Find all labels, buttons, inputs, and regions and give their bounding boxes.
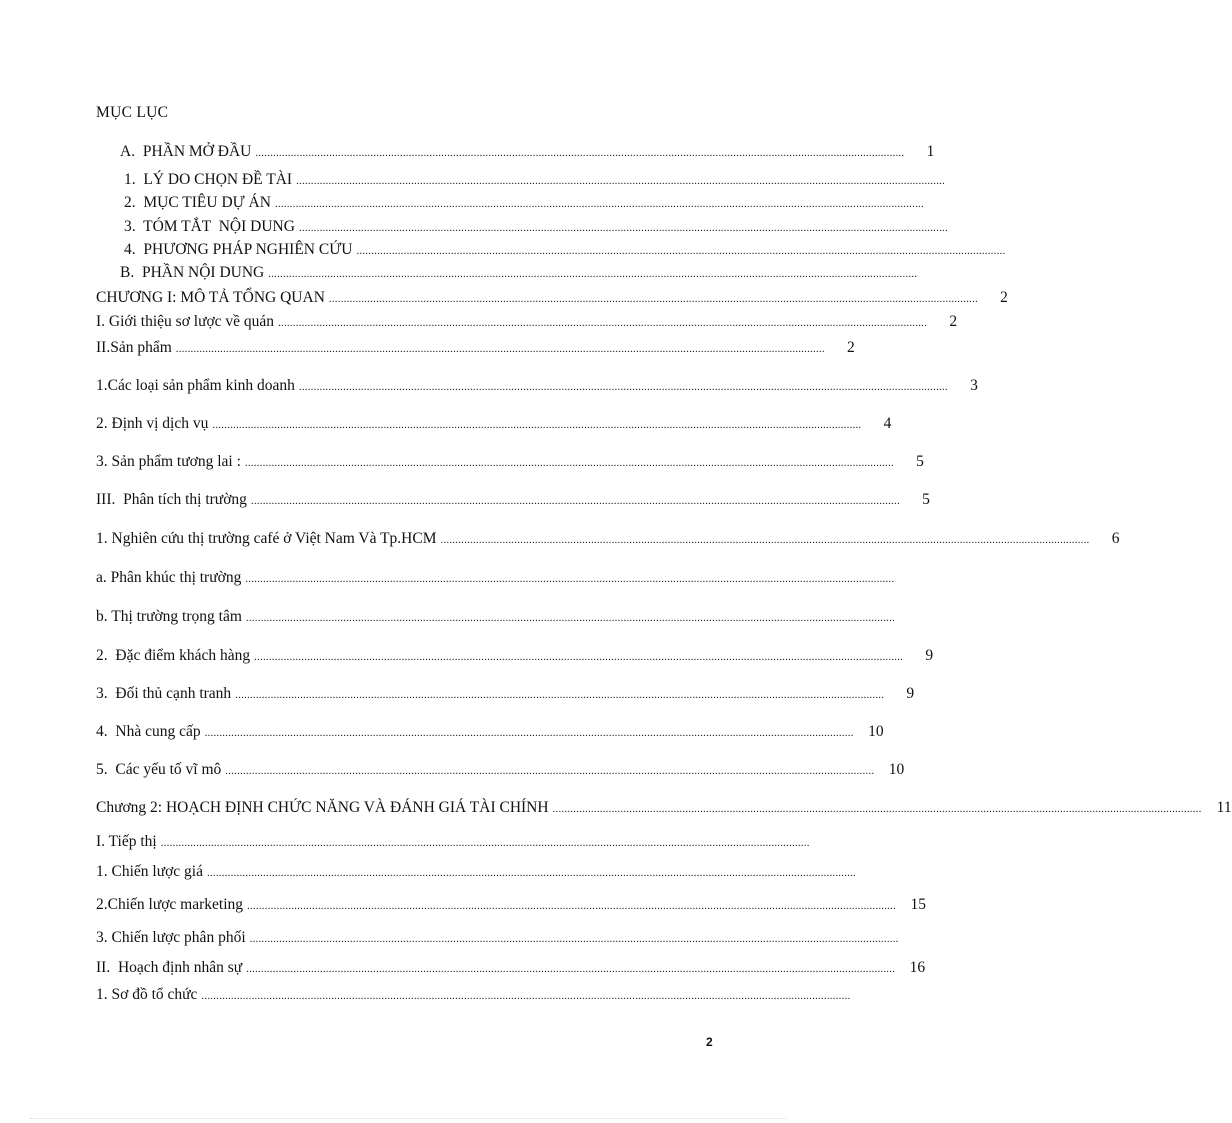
toc-entry-leader: ............................................................................................................................................................................................................................ bbox=[207, 867, 856, 879]
toc-entry-label: 5. Các yếu tố vĩ mô bbox=[96, 761, 222, 778]
toc-entry-label: 4. PHƯƠNG PHÁP NGHIÊN CỨU bbox=[124, 241, 353, 258]
toc-entry-page: 5 bbox=[916, 453, 924, 470]
toc-entry-leader: ............................................................................................................................................................................................................................ bbox=[212, 419, 862, 431]
toc-entry bbox=[96, 338, 855, 358]
toc-entry-label: 1. Chiến lược giá bbox=[96, 863, 203, 880]
toc-entry-page: 11 bbox=[1216, 799, 1232, 816]
toc-entry bbox=[96, 452, 924, 472]
toc-entry bbox=[96, 288, 1008, 308]
toc-entry-label: 2. MỤC TIÊU DỰ ÁN bbox=[124, 194, 271, 211]
toc-entry-label: 2. Định vị dịch vụ bbox=[96, 415, 209, 432]
toc-entry-page: 16 bbox=[909, 959, 926, 976]
toc-entry-page: 2 bbox=[847, 339, 855, 356]
toc-entry-leader: ............................................................................................................................................................................................................................ bbox=[298, 222, 948, 234]
toc-entry-label: 3. Sản phẩm tương lai : bbox=[96, 453, 241, 470]
toc-entry-leader: ............................................................................................................................................................................................................................ bbox=[249, 933, 899, 945]
toc-entry-leader: ............................................................................................................................................................................................................................ bbox=[244, 457, 894, 469]
toc-entry-label: II.Sản phẩm bbox=[96, 339, 172, 356]
toc-entry-leader: ............................................................................................................................................................................................................................ bbox=[552, 803, 1202, 815]
toc-entry-leader: ............................................................................................................................................................................................................................ bbox=[247, 900, 897, 912]
toc-entry-label: I. Giới thiệu sơ lược về quán bbox=[96, 313, 275, 330]
toc-entry bbox=[96, 862, 856, 882]
toc-entry-leader: ............................................................................................................................................................................................................................ bbox=[245, 612, 895, 624]
toc-entry bbox=[96, 798, 1232, 818]
toc-entry-leader: ............................................................................................................................................................................................................................ bbox=[175, 343, 825, 355]
toc-entry-label: 1. LÝ DO CHỌN ĐỀ TÀI bbox=[124, 171, 293, 188]
toc-entry bbox=[96, 928, 899, 948]
toc-entry bbox=[96, 684, 915, 704]
toc-entry-leader: ............................................................................................................................................................................................................................ bbox=[328, 293, 978, 305]
toc-entry-label: 3. Đối thủ cạnh tranh bbox=[96, 685, 232, 702]
toc-entry bbox=[96, 895, 927, 915]
toc-entry-label: 2. Đặc điểm khách hàng bbox=[96, 647, 251, 664]
page-number: 2 bbox=[706, 1035, 713, 1049]
toc-entry-label: II. Hoạch định nhân sự bbox=[96, 959, 243, 976]
toc-entry-label: 1.Các loại sản phẩm kinh doanh bbox=[96, 377, 295, 394]
toc-entry-label: 4. Nhà cung cấp bbox=[96, 723, 201, 740]
toc-entry bbox=[96, 414, 892, 434]
toc-entry-label: I. Tiếp thị bbox=[96, 833, 157, 850]
toc-entry-leader: ............................................................................................................................................................................................................................ bbox=[298, 381, 948, 393]
toc-entry-page: 5 bbox=[922, 491, 930, 508]
toc-entry-page: 4 bbox=[883, 415, 892, 432]
toc-entry-label: 3. Chiến lược phân phối bbox=[96, 929, 246, 946]
toc-entry-page: 9 bbox=[906, 685, 915, 702]
toc-entry-label: a. Phân khúc thị trường bbox=[96, 569, 242, 586]
toc-entry-label: B. PHẦN NỘI DUNG bbox=[120, 264, 265, 281]
toc-entry bbox=[96, 646, 934, 666]
toc-entry bbox=[96, 376, 978, 396]
toc-entry-label: A. PHẦN MỞ ĐẦU bbox=[120, 143, 252, 160]
toc-entry bbox=[96, 607, 895, 627]
toc-entry-page: 9 bbox=[925, 647, 934, 664]
toc-entry-leader: ............................................................................................................................................................................................................................ bbox=[225, 765, 875, 777]
toc-entry bbox=[96, 529, 1120, 549]
toc-entry-label: CHƯƠNG I: MÔ TẢ TỔNG QUAN bbox=[96, 289, 325, 306]
toc-entry-page: 3 bbox=[970, 377, 978, 394]
toc-entry-label: III. Phân tích thị trường bbox=[96, 491, 247, 508]
toc-entry bbox=[124, 193, 924, 213]
toc-entry-leader: ............................................................................................................................................................................................................................ bbox=[254, 651, 904, 663]
toc-entry-leader: ............................................................................................................................................................................................................................ bbox=[274, 198, 924, 210]
toc-entry bbox=[124, 217, 948, 237]
toc-entry bbox=[96, 722, 884, 742]
toc-title: MỤC LỤC bbox=[96, 104, 169, 121]
toc-entry-label: 1. Nghiên cứu thị trường café ở Việt Nam Và Tp.HCM bbox=[96, 530, 437, 547]
toc-entry bbox=[120, 142, 935, 162]
toc-entry-leader: ............................................................................................................................................................................................................................ bbox=[246, 963, 896, 975]
toc-entry bbox=[96, 832, 810, 852]
toc-entry-leader: ............................................................................................................................................................................................................................ bbox=[356, 245, 1006, 257]
toc-entry-leader: ............................................................................................................................................................................................................................ bbox=[296, 175, 946, 187]
toc-entry bbox=[96, 958, 926, 978]
toc-entry-label: Chương 2: HOẠCH ĐỊNH CHỨC NĂNG VÀ ĐÁNH GIÁ TÀI CHÍNH bbox=[96, 799, 549, 816]
toc-entry-label: 2.Chiến lược marketing bbox=[96, 896, 244, 913]
page-bottom-rule bbox=[30, 1118, 786, 1119]
toc-entry-leader: ............................................................................................................................................................................................................................ bbox=[245, 573, 895, 585]
toc-entry-leader: ............................................................................................................................................................................................................................ bbox=[250, 495, 900, 507]
toc-entry-page: 10 bbox=[888, 761, 905, 778]
toc-entry-page: 1 bbox=[926, 143, 935, 160]
toc-entry-leader: ............................................................................................................................................................................................................................ bbox=[268, 268, 918, 280]
toc-entry bbox=[96, 490, 930, 510]
toc-entry-page: 15 bbox=[910, 896, 927, 913]
toc-entry bbox=[96, 985, 851, 1005]
toc-entry bbox=[124, 240, 1006, 260]
toc-entry-page: 2 bbox=[949, 313, 958, 330]
toc-entry-label: 3. TÓM TẮT NỘI DUNG bbox=[124, 218, 295, 235]
toc-entry-leader: ............................................................................................................................................................................................................................ bbox=[440, 534, 1090, 546]
toc-entry-leader: ............................................................................................................................................................................................................................ bbox=[278, 317, 928, 329]
toc-entry-page: 6 bbox=[1111, 530, 1120, 547]
toc-entry-leader: ............................................................................................................................................................................................................................ bbox=[160, 837, 810, 849]
toc-entry-leader: ............................................................................................................................................................................................................................ bbox=[204, 727, 854, 739]
toc-entry-label: b. Thị trường trọng tâm bbox=[96, 608, 242, 625]
toc-entry bbox=[96, 760, 905, 780]
toc-entry-page: 2 bbox=[1000, 289, 1008, 306]
toc-entry-page: 10 bbox=[868, 723, 884, 740]
toc-entry-leader: ............................................................................................................................................................................................................................ bbox=[235, 689, 885, 701]
toc-entry-leader: ............................................................................................................................................................................................................................ bbox=[255, 147, 905, 159]
toc-entry-leader: ............................................................................................................................................................................................................................ bbox=[201, 990, 851, 1002]
toc-entry bbox=[120, 263, 918, 283]
toc-entry bbox=[124, 170, 946, 190]
toc-entry bbox=[96, 568, 895, 588]
toc-entry bbox=[96, 312, 958, 332]
toc-entry-label: 1. Sơ đồ tổ chức bbox=[96, 986, 198, 1003]
